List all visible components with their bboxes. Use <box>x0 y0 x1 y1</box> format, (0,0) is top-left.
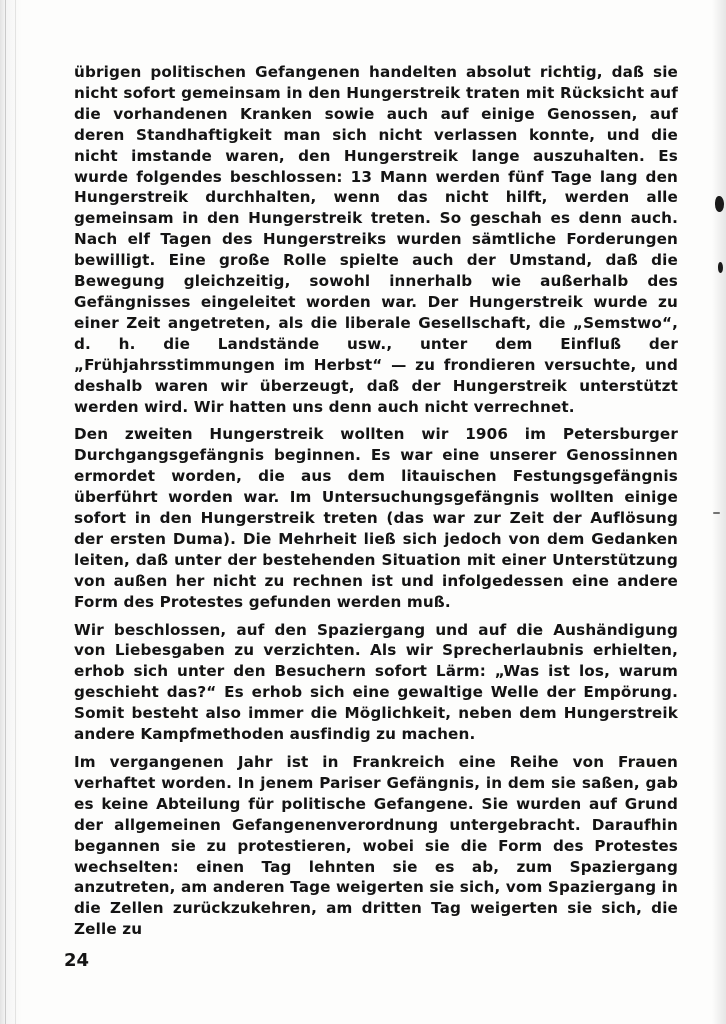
page-left-edge-line-inner <box>15 0 16 1024</box>
ink-blot-lower <box>718 262 723 273</box>
paragraph-2: Den zweiten Hungerstreik wollten wir 1906 im Petersburger Durchgangsgefängnis beginnen. Es war eine unserer Genossinnen ermordet worden, die aus dem litauischen Festungsgefängnis überführt worden war. Im Untersuchungsgefängnis wollten einige sofort in den Hungerstreik treten (das war zur Zeit der Auflösung der ersten Duma). Die Mehrheit ließ sich jedoch von dem Gedanken leiten, daß unter der bestehenden Situation mit einer Unterstützung von außen her nicht zu rechnen ist und infolgedessen eine andere Form des Protestes gefunden werden muß. <box>74 425 678 611</box>
body-text <box>74 62 678 947</box>
page-left-edge-line <box>5 0 6 1024</box>
page-left-edge-shadow <box>0 0 22 1024</box>
ink-mark-middle <box>713 512 720 514</box>
paragraph-3: Wir beschlossen, auf den Spaziergang und auf die Aushändigung von Liebesgaben zu verzichten. Als wir Sprecherlaubnis erhielten, erhob sich unter den Besuchern sofort Lärm: „Was ist los, warum geschieht das?“ Es erhob sich eine gewaltige Welle der Empörung. Somit besteht also immer die Möglichkeit, neben dem Hungerstreik andere Kampfmethoden ausfindig zu machen. <box>74 620 678 744</box>
ink-blot-upper <box>715 196 724 212</box>
page-number: 24 <box>64 950 90 971</box>
paragraph-4: Im vergangenen Jahr ist in Frankreich eine Reihe von Frauen verhaftet worden. In jenem Pariser Gefängnis, in dem sie saßen, gab es keine Abteilung für politische Gefangene. Sie wurden auf Grund der allgemeinen Gefangenenverordnung untergebracht. Daraufhin begannen sie zu protestieren, wobei sie die Form des Protestes wechselten: einen Tag lehnten sie es ab, zum Spaziergang anzutreten, am anderen Tage weigerten sie sich, vom Spaziergang in die Zellen zurückzukehren, am dritten Tag weigerten sie sich, die Zelle zu <box>74 753 678 939</box>
paragraph-1: übrigen politischen Gefangenen handelten absolut richtig, daß sie nicht sofort gemeinsam in den Hungerstreik traten mit Rücksicht auf die vorhandenen Kranken sowie auch auf einige Genossen, auf deren Standhaftigkeit man sich nicht verlassen konnte, und die nicht imstande waren, den Hungerstreik lange auszuhalten. Es wurde folgendes beschlossen: 13 Mann werden fünf Tage lang den Hungerstreik durchhalten, wenn das nicht hilft, werden alle gemeinsam in den Hungerstreik treten. So geschah es denn auch. Nach elf Tagen des Hungerstreiks wurden sämtliche Forderungen bewilligt. Eine große Rolle spielte auch der Umstand, daß die Bewegung gleichzeitig, sowohl innerhalb wie außerhalb des Gefängnisses eingeleitet worden war. Der Hungerstreik wurde zu einer Zeit angetreten, als die liberale Gesellschaft, die „Semstwo“, d. h. die Landstände usw., unter dem Einfluß der „Frühjahrsstimmungen im Herbst“ — zu frondieren versuchte, und deshalb waren wir überzeugt, daß der Hungerstreik unterstützt werden wird. Wir hatten uns denn auch nicht verrechnet. <box>74 63 678 416</box>
